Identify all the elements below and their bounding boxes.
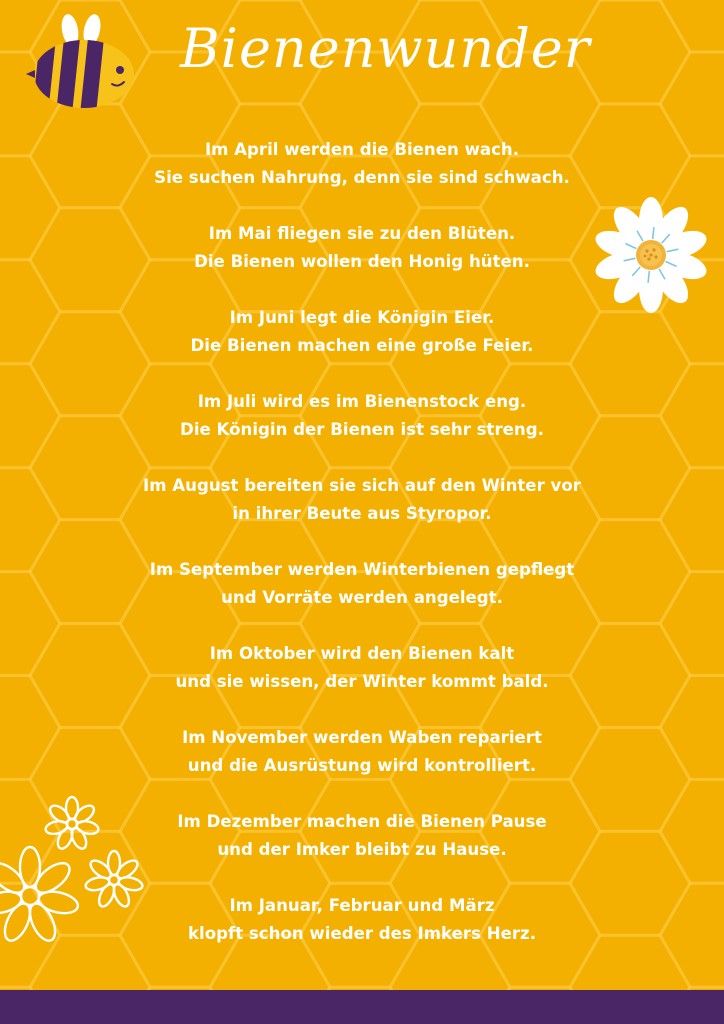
poem-line: Im November werden Waben repariert [182, 728, 542, 747]
bee-icon [26, 8, 138, 114]
stanza-oktober [100, 640, 624, 696]
stanza-juli [100, 388, 624, 444]
stanza-april [100, 136, 624, 192]
poem-line: Die Bienen wollen den Honig hüten. [194, 252, 530, 271]
poem-line: und der Imker bleibt zu Hause. [217, 840, 507, 859]
poem-line: Im Juni legt die Königin Eier. [229, 308, 495, 327]
stanza-august [100, 472, 624, 528]
stanza-dezember [100, 808, 624, 864]
poem-line: Sie suchen Nahrung, denn sie sind schwach. [154, 168, 570, 187]
poem-line: Im September werden Winterbienen gepflegt [149, 560, 575, 579]
poem-line: Die Königin der Bienen ist sehr streng. [180, 420, 544, 439]
poem-line: in ihrer Beute aus Styropor. [232, 504, 492, 523]
stanza-januar-maerz [100, 892, 624, 948]
poem-line: Im Juli wird es im Bienenstock eng. [197, 392, 527, 411]
poem [100, 136, 624, 976]
stanza-juni [100, 304, 624, 360]
poem-line: Die Bienen machen eine große Feier. [190, 336, 534, 355]
poem-line: Im Oktober wird den Bienen kalt [209, 644, 515, 663]
bottom-band [0, 990, 724, 1024]
poem-line: Im Dezember machen die Bienen Pause [177, 812, 547, 831]
poem-line: Im Mai fliegen sie zu den Blüten. [208, 224, 516, 243]
page-title: Bienenwunder [180, 17, 591, 80]
poem-line: und Vorräte werden angelegt. [221, 588, 503, 607]
stanza-november [100, 724, 624, 780]
poem-line: Im April werden die Bienen wach. [204, 140, 520, 159]
poem-line: und die Ausrüstung wird kontrolliert. [187, 756, 537, 775]
stanza-mai [100, 220, 624, 276]
poem-line: klopft schon wieder des Imkers Herz. [187, 924, 537, 943]
stanza-september [100, 556, 624, 612]
poem-line: und sie wissen, der Winter kommt bald. [175, 672, 549, 691]
poem-line: Im August bereiten sie sich auf den Winter vor [143, 476, 581, 495]
poem-line: Im Januar, Februar und März [229, 896, 495, 915]
